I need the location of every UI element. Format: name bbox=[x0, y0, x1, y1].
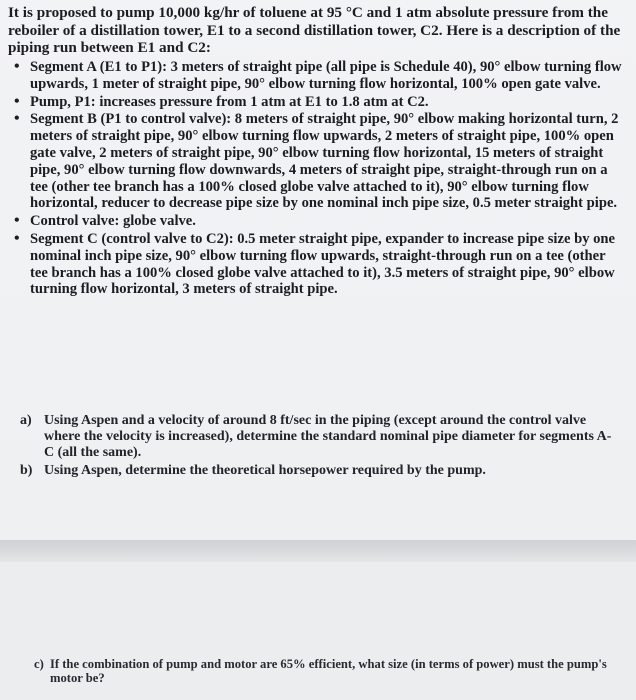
list-item-pump: • Pump, P1: increases pressure from 1 atm at E1 to 1.8 atm at C2. bbox=[0, 94, 626, 111]
question-b bbox=[20, 463, 620, 479]
piping-description-list bbox=[0, 59, 626, 299]
question-a-label: a) bbox=[20, 413, 32, 428]
question-b-text: Using Aspen, determine the theoretical horsepower required by the pump. bbox=[44, 463, 486, 478]
problem-intro: It is proposed to pump 10,000 kg/hr of toluene at 95 °C and 1 atm absolute pressure from the reboiler of a distillation tower, E1 to a second distillation tower, C2. Here is a description of the piping run between E1 and C2: bbox=[8, 4, 621, 57]
page-divider bbox=[0, 540, 636, 562]
question-a-text: Using Aspen and a velocity of around 8 ft/sec in the piping (except around the control valve where the velocity is increased), determine the standard nominal pipe diameter for segments A-C (all the same). bbox=[44, 413, 612, 460]
question-c-label: c) bbox=[34, 657, 44, 671]
list-item-segment-b: • Segment B (P1 to control valve): 8 meters of straight pipe, 90° elbow making horizontal turn, 2 meters of straight pipe, 90° elbow turning flow upwards, 2 meters of straight pipe, 100% open gate valve, 2 meters of straight pipe, 90° elbow turning flow horizontal, 15 meters of straight pipe, 90° elbow turning flow downwards, 4 meters of straight pipe, straight-through run on a tee (other tee branch has a 100% closed globe valve attached to it), 90° elbow turning flow horizontal, reducer to decrease pipe size by one nominal inch pipe size, 0.5 meter straight pipe. bbox=[0, 111, 626, 212]
question-c-text: If the combination of pump and motor are 65% efficient, what size (in terms of power) must the pump's motor be? bbox=[50, 657, 607, 685]
list-item-control-valve: • Control valve: globe valve. bbox=[0, 213, 626, 230]
question-c bbox=[34, 657, 614, 685]
question-a bbox=[20, 413, 620, 461]
question-b-label: b) bbox=[20, 463, 33, 478]
list-item-segment-c: • Segment C (control valve to C2): 0.5 meter straight pipe, expander to increase pipe size by one nominal inch pipe size, 90° elbow turning flow upwards, straight-through run on a tee (other tee branch has a 100% closed globe valve attached to it), 3.5 meters of straight pipe, 90° elbow turning flow horizontal, 3 meters of straight pipe. bbox=[0, 231, 626, 298]
list-item-segment-a: • Segment A (E1 to P1): 3 meters of straight pipe (all pipe is Schedule 40), 90° elbow turning flow upwards, 1 meter of straight pipe, 90° elbow turning flow horizontal, 100% open gate valve. bbox=[0, 59, 626, 93]
